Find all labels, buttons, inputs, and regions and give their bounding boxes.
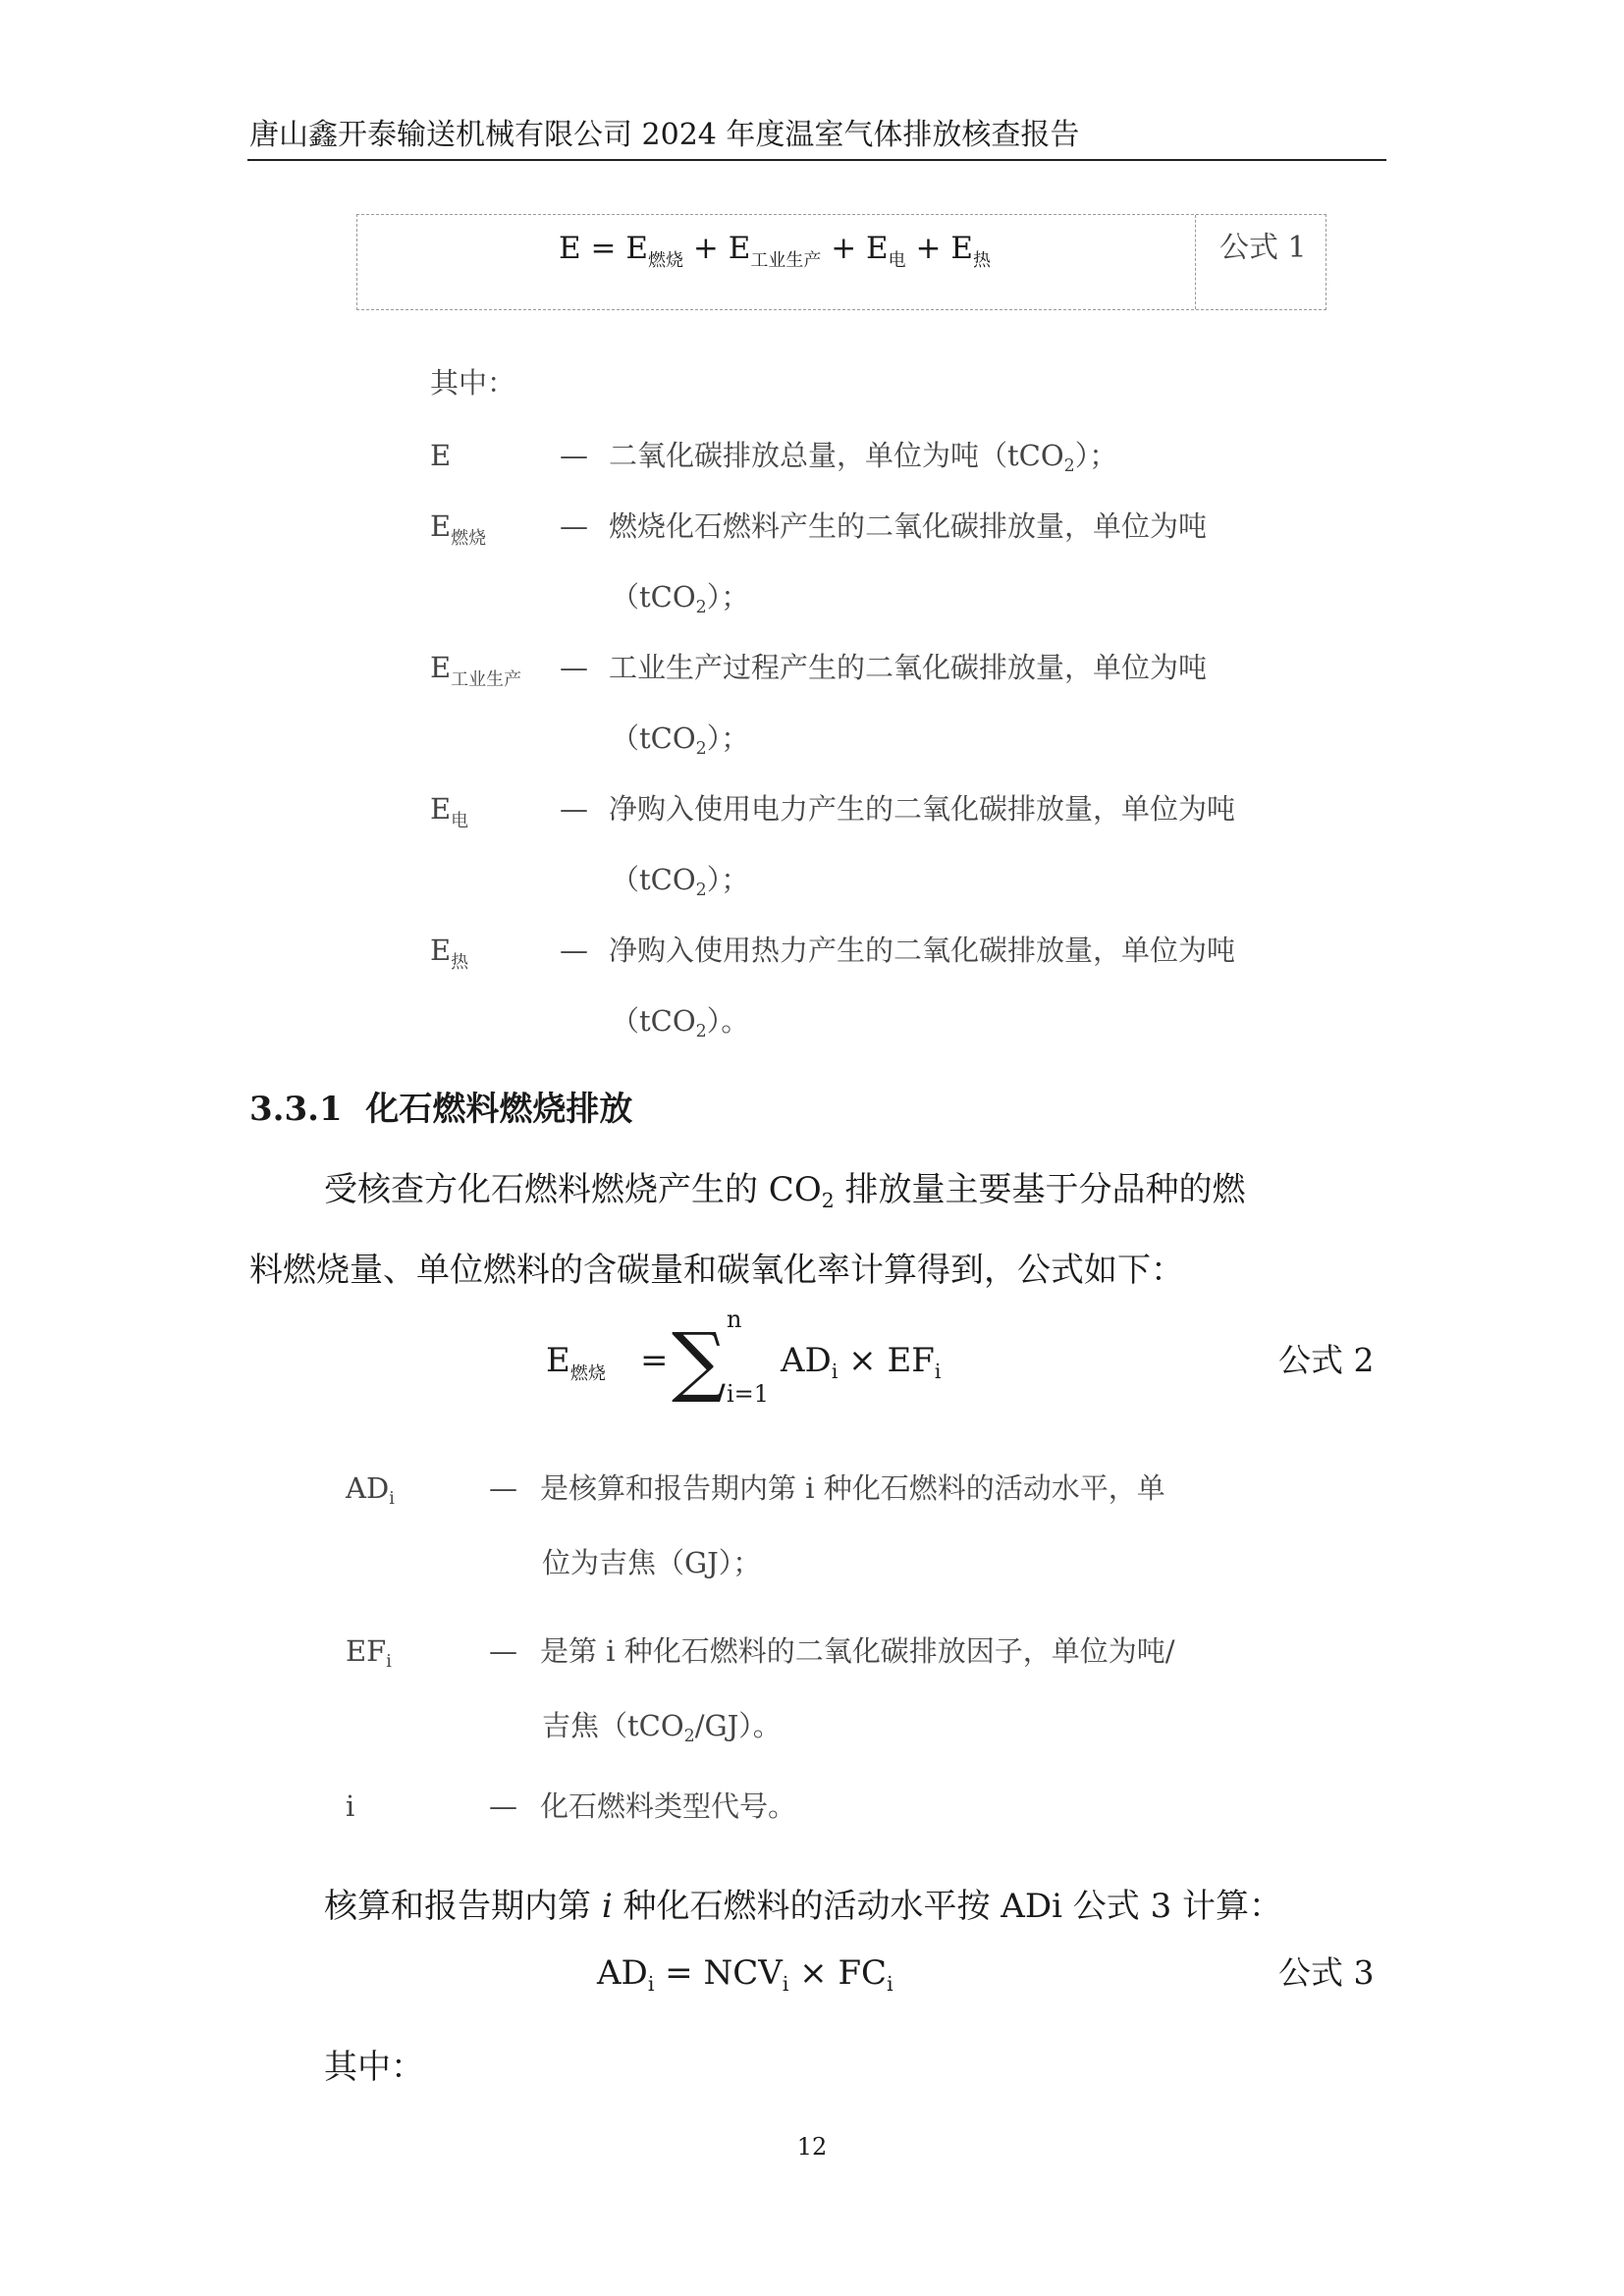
def-text-e-industrial-unit	[611, 719, 749, 769]
term-base: EF	[887, 1341, 935, 1380]
def-line-sub: 2	[695, 739, 707, 760]
def-dash: —	[560, 509, 588, 543]
term-sub: 燃烧	[569, 1363, 606, 1384]
def-line-sub: 2	[683, 1727, 695, 1747]
def-text-e-heat-unit	[611, 1001, 749, 1051]
para-text: 核算和报告期内第	[324, 1887, 602, 1926]
def-symbol-e-electricity	[430, 789, 468, 841]
def-text-ad: 是核算和报告期内第 i 种化石燃料的活动水平，单	[540, 1471, 1165, 1505]
symbol-sub: 电	[451, 811, 469, 831]
summation-symbol: ∑	[672, 1317, 727, 1406]
formula-1-term-2	[728, 231, 822, 271]
symbol-base: E	[430, 934, 452, 967]
page-number: 12	[796, 2133, 828, 2161]
term-base: E	[625, 231, 648, 266]
def-dash: —	[560, 439, 588, 472]
def-line-sub: 2	[695, 881, 707, 901]
report-header-title: 唐山鑫开泰输送机械有限公司 2024 年度温室气体排放核查报告	[249, 118, 1080, 152]
def-dash: —	[489, 1634, 517, 1668]
formula-2-label: 公式 2	[1278, 1341, 1375, 1379]
formula-1-plus-2: +	[831, 231, 857, 266]
def-text-e-industrial: 工业生产过程产生的二氧化碳排放量，单位为吨	[609, 651, 1208, 684]
term-sub: i	[782, 1972, 789, 1997]
symbol-base: E	[430, 792, 452, 826]
def-symbol-e-industrial	[430, 648, 521, 700]
def-text-i: 化石燃料类型代号。	[540, 1789, 797, 1823]
term-sub: i	[934, 1360, 942, 1384]
def-text-ad-unit: 位为吉焦（GJ）；	[542, 1546, 762, 1579]
symbol-base: E	[430, 439, 452, 472]
section-heading	[249, 1088, 632, 1131]
formula-1-plus-3: +	[915, 231, 942, 266]
symbol-base: i	[346, 1789, 355, 1823]
formula-1-term-3	[866, 231, 906, 271]
symbol-base: AD	[346, 1471, 390, 1505]
term-sub: i	[831, 1360, 839, 1384]
def-text-e-combustion-unit	[611, 577, 749, 627]
para-text: 受核查方化石燃料燃烧产生的 CO	[324, 1170, 822, 1209]
def-text-e-electricity: 净购入使用电力产生的二氧化碳排放量，单位为吨	[609, 792, 1236, 826]
paragraph-2	[324, 1885, 1282, 1928]
def-dash: —	[560, 792, 588, 826]
formula-1-plus-1: +	[692, 231, 719, 266]
formula-1-label: 公式 1	[1219, 231, 1307, 265]
times-operator: ×	[799, 1953, 828, 1993]
def-line-end: ）；	[706, 580, 750, 614]
term-sub: 工业生产	[750, 250, 822, 271]
def-symbol-i	[346, 1787, 354, 1826]
term-sub: 热	[973, 250, 992, 271]
symbol-sub: i	[389, 1489, 395, 1510]
para-text: 种化石燃料的活动水平按 ADi 公式 3 计算：	[612, 1887, 1283, 1926]
def-symbol-ad	[346, 1468, 395, 1519]
def-line-end: ）；	[706, 721, 750, 755]
def-text-e-electricity-unit	[611, 860, 749, 910]
section-title: 化石燃料燃烧排放	[365, 1090, 633, 1129]
paragraph-1-line-1	[324, 1168, 1246, 1222]
summation-upper-limit: n	[727, 1306, 742, 1333]
def-text-ef: 是第 i 种化石燃料的二氧化碳排放因子，单位为吨/	[540, 1634, 1175, 1668]
def-line: （tCO	[611, 1004, 696, 1038]
formula-2-rhs	[781, 1339, 941, 1393]
section-number: 3.3.1	[249, 1090, 343, 1129]
symbol-base: E	[430, 651, 452, 684]
formula-1-box	[356, 214, 1326, 310]
def-text-e-heat: 净购入使用热力产生的二氧化碳排放量，单位为吨	[609, 934, 1236, 967]
paragraph-3: 其中：	[324, 2048, 424, 2087]
defs-1-intro: 其中：	[430, 366, 516, 400]
term-base: E	[866, 231, 889, 266]
def-line-sub: 2	[695, 1022, 707, 1042]
def-line-end: ）；	[1074, 439, 1118, 472]
term-base: AD	[781, 1341, 832, 1380]
def-line: （tCO	[611, 580, 696, 614]
def-dash: —	[489, 1789, 517, 1823]
term-sub: i	[887, 1972, 893, 1997]
formula-box-divider	[1195, 215, 1196, 309]
formula-1-lhs: E	[559, 231, 581, 266]
summation-lower-limit: i=1	[727, 1380, 770, 1408]
def-line-sub: 2	[1063, 456, 1075, 477]
eq-operator: =	[665, 1953, 693, 1993]
def-dash: —	[560, 651, 588, 684]
formula-2-lhs	[546, 1339, 606, 1396]
def-text-e-combustion: 燃烧化石燃料产生的二氧化碳排放量，单位为吨	[609, 509, 1208, 543]
term-sub: i	[647, 1972, 655, 1997]
para-text: 排放量主要基于分品种的燃	[834, 1170, 1246, 1209]
def-symbol-e-heat	[430, 931, 468, 983]
def-line: 吉焦（tCO	[542, 1709, 684, 1742]
para-italic: i	[601, 1887, 613, 1926]
symbol-sub: 工业生产	[451, 669, 522, 690]
term-base: AD	[597, 1953, 648, 1993]
formula-3-expression	[597, 1951, 893, 2005]
def-line: （tCO	[611, 863, 696, 896]
term-base: E	[728, 231, 751, 266]
def-text-e	[609, 436, 1117, 486]
def-dash: —	[560, 934, 588, 967]
para-sub: 2	[821, 1189, 835, 1213]
symbol-sub: 燃烧	[451, 528, 487, 549]
def-line: 二氧化碳排放总量，单位为吨（tCO	[609, 439, 1064, 472]
def-text-ef-unit	[542, 1706, 782, 1756]
term-base: NCV	[703, 1953, 783, 1993]
symbol-base: EF	[346, 1634, 387, 1668]
formula-1-eq: =	[590, 231, 617, 266]
term-base: E	[950, 231, 974, 266]
formula-3-label: 公式 3	[1278, 1953, 1375, 1992]
def-symbol-ef	[346, 1631, 392, 1682]
formula-1-term-1	[625, 231, 683, 271]
def-line-end: /GJ）。	[694, 1709, 782, 1742]
paragraph-1-line-2: 料燃烧量、单位燃料的含碳量和碳氧化率计算得到，公式如下：	[249, 1251, 1184, 1290]
term-sub: 电	[888, 250, 906, 271]
term-base: E	[546, 1341, 570, 1380]
def-line-end: ）。	[706, 1004, 750, 1038]
symbol-sub: i	[386, 1652, 392, 1673]
term-sub: 燃烧	[647, 250, 683, 271]
def-symbol-e-combustion	[430, 507, 486, 559]
def-line: （tCO	[611, 721, 696, 755]
symbol-sub: 热	[451, 952, 469, 973]
def-line-end: ）；	[706, 863, 750, 896]
formula-1-term-4	[950, 231, 992, 271]
header-rule	[247, 159, 1386, 161]
formula-1-expression	[559, 229, 991, 281]
def-dash: —	[489, 1471, 517, 1505]
def-symbol-e	[430, 436, 451, 488]
formula-2-eq: =	[640, 1341, 669, 1380]
symbol-base: E	[430, 509, 452, 543]
def-line-sub: 2	[695, 598, 707, 618]
times-operator: ×	[848, 1341, 877, 1380]
term-base: FC	[838, 1953, 888, 1993]
